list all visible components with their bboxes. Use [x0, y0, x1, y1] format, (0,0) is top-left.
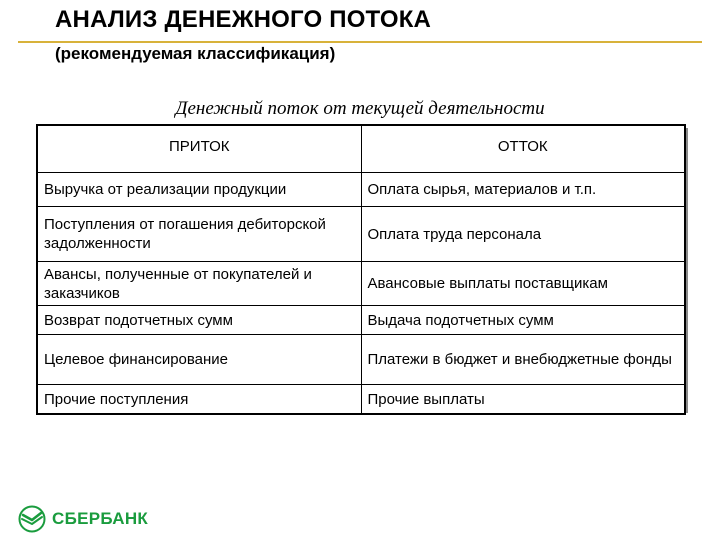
table-row	[37, 262, 685, 306]
outflow-cell: Оплата труда персонала	[361, 207, 685, 262]
table-header-row	[37, 125, 685, 173]
sberbank-logo	[18, 503, 148, 535]
table-row	[37, 385, 685, 415]
outflow-cell: Прочие выплаты	[361, 385, 685, 415]
table-row	[37, 335, 685, 385]
cashflow-table	[36, 124, 686, 415]
logo-text: СБЕРБАНК	[52, 509, 149, 528]
header-outflow: ОТТОК	[361, 125, 685, 173]
inflow-cell: Поступления от погашения дебиторской задолженности	[37, 207, 361, 262]
outflow-cell: Выдача подотчетных сумм	[361, 306, 685, 335]
table-row	[37, 306, 685, 335]
inflow-cell: Возврат подотчетных сумм	[37, 306, 361, 335]
table-row	[37, 207, 685, 262]
outflow-cell: Платежи в бюджет и внебюджетные фонды	[361, 335, 685, 385]
outflow-cell: Оплата сырья, материалов и т.п.	[361, 173, 685, 207]
outflow-cell: Авансовые выплаты поставщикам	[361, 262, 685, 306]
title-divider	[18, 41, 702, 43]
page-subtitle: (рекомендуемая классификация)	[55, 44, 336, 63]
page-title: АНАЛИЗ ДЕНЕЖНОГО ПОТОКА	[55, 6, 432, 33]
sberbank-logo-icon	[18, 505, 46, 533]
inflow-cell: Выручка от реализации продукции	[37, 173, 361, 207]
header-inflow: ПРИТОК	[37, 125, 361, 173]
inflow-cell: Авансы, полученные от покупателей и заказчиков	[37, 262, 361, 306]
section-title: Денежный поток от текущей деятельности	[175, 98, 545, 119]
inflow-cell: Прочие поступления	[37, 385, 361, 415]
inflow-cell: Целевое финансирование	[37, 335, 361, 385]
table-row	[37, 173, 685, 207]
